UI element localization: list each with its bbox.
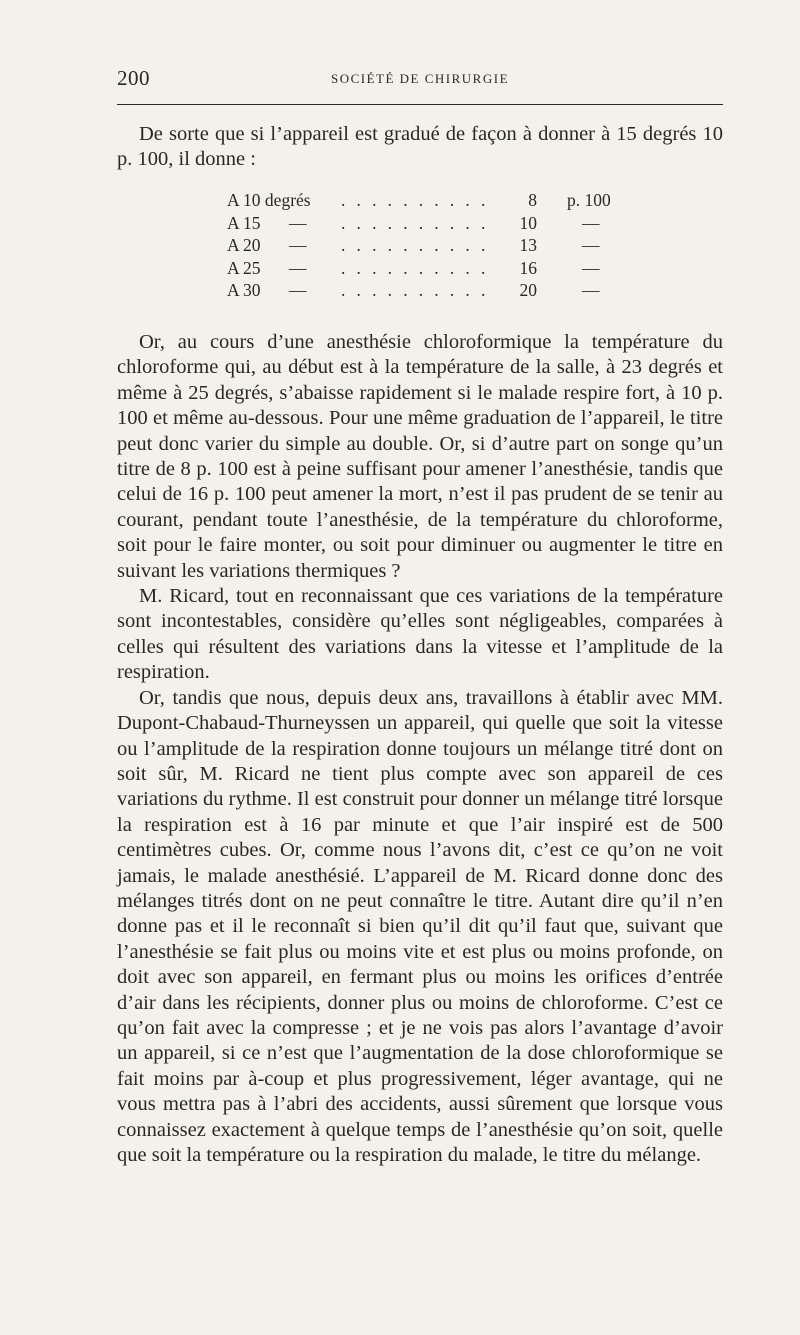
row-dash: — [289, 235, 307, 255]
row-label: A 20 [227, 235, 261, 255]
row-label: A 15 [227, 212, 261, 233]
row-label: A 25 [227, 257, 261, 278]
body-text [117, 330, 723, 1168]
table-row [227, 257, 627, 280]
row-value-text: 8 [528, 190, 537, 210]
intro-paragraph: De sorte que si l’appareil est gradué de façon à donner à 15 degrés 10 p. 100, il donne : [117, 123, 723, 171]
row-label: A 30 [227, 280, 261, 300]
row-leader-dots: . . . . . . . . . . [341, 257, 489, 278]
table-row [227, 189, 627, 212]
row-unit: — [582, 257, 600, 278]
row-value-text: 20 [519, 280, 537, 300]
row-leader-dots: . . . . . . . . . . [341, 212, 489, 233]
row-label: A 10 degrés [227, 190, 311, 210]
body-paragraph: Or, au cours d’une anesthésie chloroformique la température du chloroforme qui, au début est à la température de la salle, à 23 degrés et même à 25 degrés, s’abaisse rapidement si le malade respire fort, à 10 p. 100 et même au-dessous. Pour une même graduation de l’appareil, le titre peut donc varier du simple au double. Or, si d’autre part on songe qu’un titre de 8 p. 100 est à peine suffisant pour amener l’anesthésie, tandis que celui de 16 p. 100 peut amener la mort, n’est il pas prudent de se tenir au courant, pendant toute l’anesthésie, de la température du chloroforme, soit pour le faire monter, ou soit pour diminuer ou augmenter le titre en suivant les variations thermiques ? [117, 331, 723, 582]
row-value-text: 16 [519, 257, 537, 278]
intro-block [117, 122, 723, 173]
row-leader-dots: . . . . . . . . . . [341, 235, 489, 255]
body-paragraph: M. Ricard, tout en reconnaissant que ces variations de la température sont incontestables, considère qu’elles sont négligeables, comparées à celles qui résultent des variations dans la vitesse et l’amplitude de la respiration. [117, 585, 723, 684]
row-value-text: 10 [519, 212, 537, 233]
table-row [227, 234, 627, 257]
row-leader-dots: . . . . . . . . . . [341, 190, 489, 210]
row-unit: — [582, 212, 600, 233]
row-unit: p. 100 [567, 190, 611, 210]
graduation-table [227, 189, 627, 302]
row-unit: — [582, 280, 600, 300]
row-dash: — [289, 280, 307, 300]
running-head: SOCIÉTÉ DE CHIRURGIE [330, 71, 510, 86]
header-rule [117, 104, 723, 105]
page-number: 200 [117, 66, 150, 90]
row-dash: — [289, 212, 307, 233]
table-row [227, 279, 627, 302]
row-unit: — [582, 235, 600, 255]
row-value-text: 13 [519, 235, 537, 255]
body-paragraph: Or, tandis que nous, depuis deux ans, travaillons à établir avec MM. Dupont-Chabaud-Thurneyssen un appareil, qui quelle que soit la vitesse ou l’amplitude de la respiration donne toujours un mélange titré dont on soit sûr, M. Ricard ne tient plus compte avec son appareil de ces variations du rythme. Il est construit pour donner un mélange titré lorsque la respiration est à 16 par minute et que l’air inspiré est de 500 centimètres cubes. Or, comme nous l’avons dit, c’est ce qu’on ne voit jamais, le malade anesthésié. L’appareil de M. Ricard donne donc des mélanges titrés dont on ne peut connaître le titre. Autant dire qu’il n’en donne pas et il le reconnaît si bien qu’il dit qu’il faut que, suivant que l’anesthésie se fait plus ou moins vite et est plus ou moins profonde, on doit avec son appareil, en fermant plus ou moins les orifices d’entrée d’air dans les récipients, donner plus ou moins de chloroforme. C’est ce qu’on fait avec la compresse ; et je ne vois pas alors l’avantage d’avoir un appareil, si ce n’est que l’augmentation de la dose chloroformique se fait moins par à-coup et plus progressivement, léger avantage, qui ne vous mettra pas à l’abri des accidents, aussi sûrement que lorsque vous connaissez exactement à quelque temps de l’anesthésie qu’on soit, quelle que soit la température ou la respiration du malade, le titre du mélange. [117, 686, 723, 1166]
row-leader-dots: . . . . . . . . . . [341, 280, 489, 300]
page-header [117, 66, 723, 96]
table-row [227, 212, 627, 235]
row-dash: — [289, 257, 307, 278]
